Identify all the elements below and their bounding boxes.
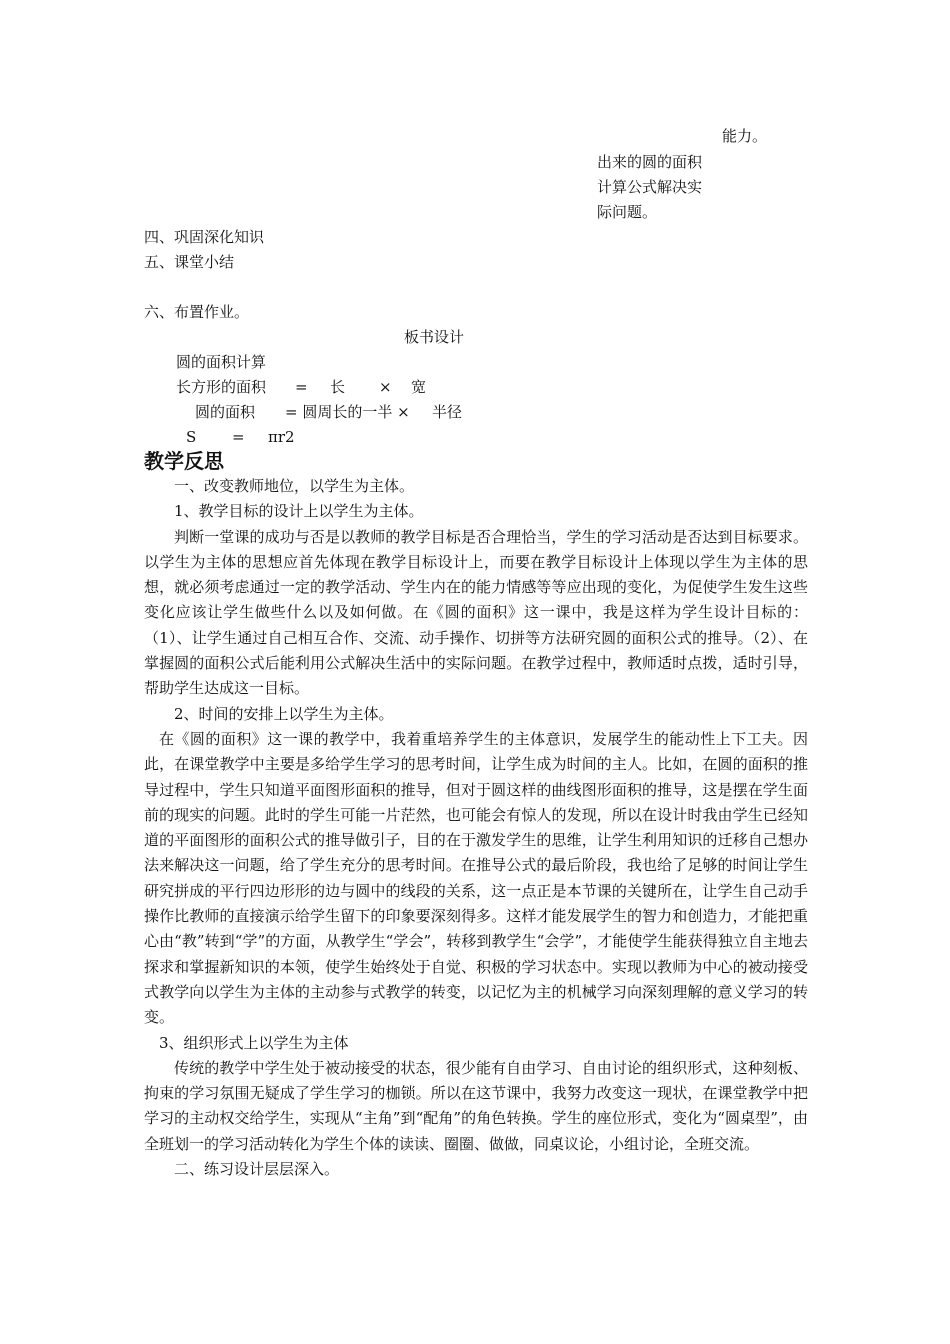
formula-s: S	[186, 428, 197, 446]
reflection-p3: 判断一堂课的成功与否是以教师的教学目标是否合理恰当，学生的学习活动是否达到目标要求。以学生为主体的思想应首先体现在教学目标设计上，而要在教学目标设计上体现以学生为主体的思想，就必须考虑通过一定的教学活动、学生内在的能力情感等等应出现的变化，为促使学生发生这些变化应该让学生做些什么以及如何做。在《圆的面积》这一课中，我是这样为学生设计目标的：（1）、让学生通过自己相互合作、交流、动手操作、切拼等方法研究圆的面积公式的推导。（2）、在掌握圆的面积公式后能利用公式解决生活中的实际问题。在教学过程中，教师适时点拨，适时引导，帮助学生达成这一目标。	[144, 527, 808, 698]
reflection-p1: 一、改变教师地位，以学生为主体。	[174, 477, 415, 495]
board-subject: 圆的面积计算	[176, 353, 267, 371]
reflection-p4: 2、时间的安排上以学生为主体。	[174, 704, 394, 723]
rect-a: 长	[330, 378, 346, 396]
right-line-2: 出来的圆的面积	[597, 153, 703, 171]
right-line-1: 能力。	[722, 127, 768, 145]
reflection-p8: 二、练习设计层层深入。	[174, 1160, 340, 1179]
rect-b: 宽	[411, 378, 427, 396]
rect-eq: =	[295, 378, 308, 396]
formula-rhs: πr2	[268, 428, 295, 446]
circle-b: 半径	[432, 403, 463, 421]
section-5: 五、课堂小结	[144, 253, 235, 271]
reflection-p6: 3、组织形式上以学生为主体	[159, 1033, 349, 1052]
reflection-heading: 教学反思	[144, 449, 224, 473]
circle-label: 圆的面积	[195, 403, 256, 421]
circle-eq: = 圆周长的一半 ×	[285, 403, 410, 421]
reflection-p5: 在《圆的面积》这一课的教学中，我着重培养学生的主体意识，发展学生的能动性上下工夫。因此，在课堂教学中主要是多给学生学习的思考时间，让学生成为时间的主人。比如，在圆的面积的推导过程中，学生只知道平面图形面积的推导，但对于圆这样的曲线图形面积的推导，这是摆在学生面前的现实的问题。此时的学生可能一片茫然，也可能会有惊人的发现，所以在设计时我由学生已经知道的平面图形的面积公式的推导做引子，目的在于激发学生的思维，让学生利用知识的迁移自己想办法来解决这一问题，给了学生充分的思考时间。在推导公式的最后阶段，我也给了足够的时间让学生研究拼成的平行四边形形的边与圆中的线段的关系，这一点正是本节课的关键所在，让学生自己动手操作比教师的直接演示给学生留下的印象要深刻得多。这样才能发展学生的智力和创造力，才能把重心由“教”转到“学”的方面，从教学生“学会”，转移到教学生“会学”，才能使学生能获得独立自主地去探求和掌握新知识的本领，使学生始终处于自觉、积极的学习状态中。实现以教师为中心的被动接受式教学向以学生为主体的主动参与式教学的转变，以记忆为主的机械学习向深刻理解的意义学习的转变。	[144, 729, 808, 1027]
section-6: 六、布置作业。	[144, 303, 250, 321]
reflection-body	[144, 474, 808, 1182]
formula-eq: =	[232, 428, 245, 446]
board-title: 板书设计	[404, 328, 465, 346]
rect-label: 长方形的面积	[176, 378, 267, 396]
right-line-3: 计算公式解决实	[597, 178, 703, 196]
section-4: 四、巩固深化知识	[144, 228, 265, 246]
rect-op: ×	[379, 378, 392, 396]
right-line-4: 际问题。	[597, 203, 658, 221]
reflection-p7: 传统的教学中学生处于被动接受的状态，很少能有自由学习、自由讨论的组织形式，这种刻板、拘束的学习氛围无疑成了学生学习的枷锁。所以在这节课中，我努力改变这一现状，在课堂教学中把学习的主动权交给学生，实现从“主角”到“配角”的角色转换。学生的座位形式，变化为“圆桌型”，由全班划一的学习活动转化为学生个体的读读、圈圈、做做，同桌议论，小组讨论，全班交流。	[144, 1058, 808, 1153]
reflection-p2: 1、教学目标的设计上以学生为主体。	[174, 502, 424, 521]
